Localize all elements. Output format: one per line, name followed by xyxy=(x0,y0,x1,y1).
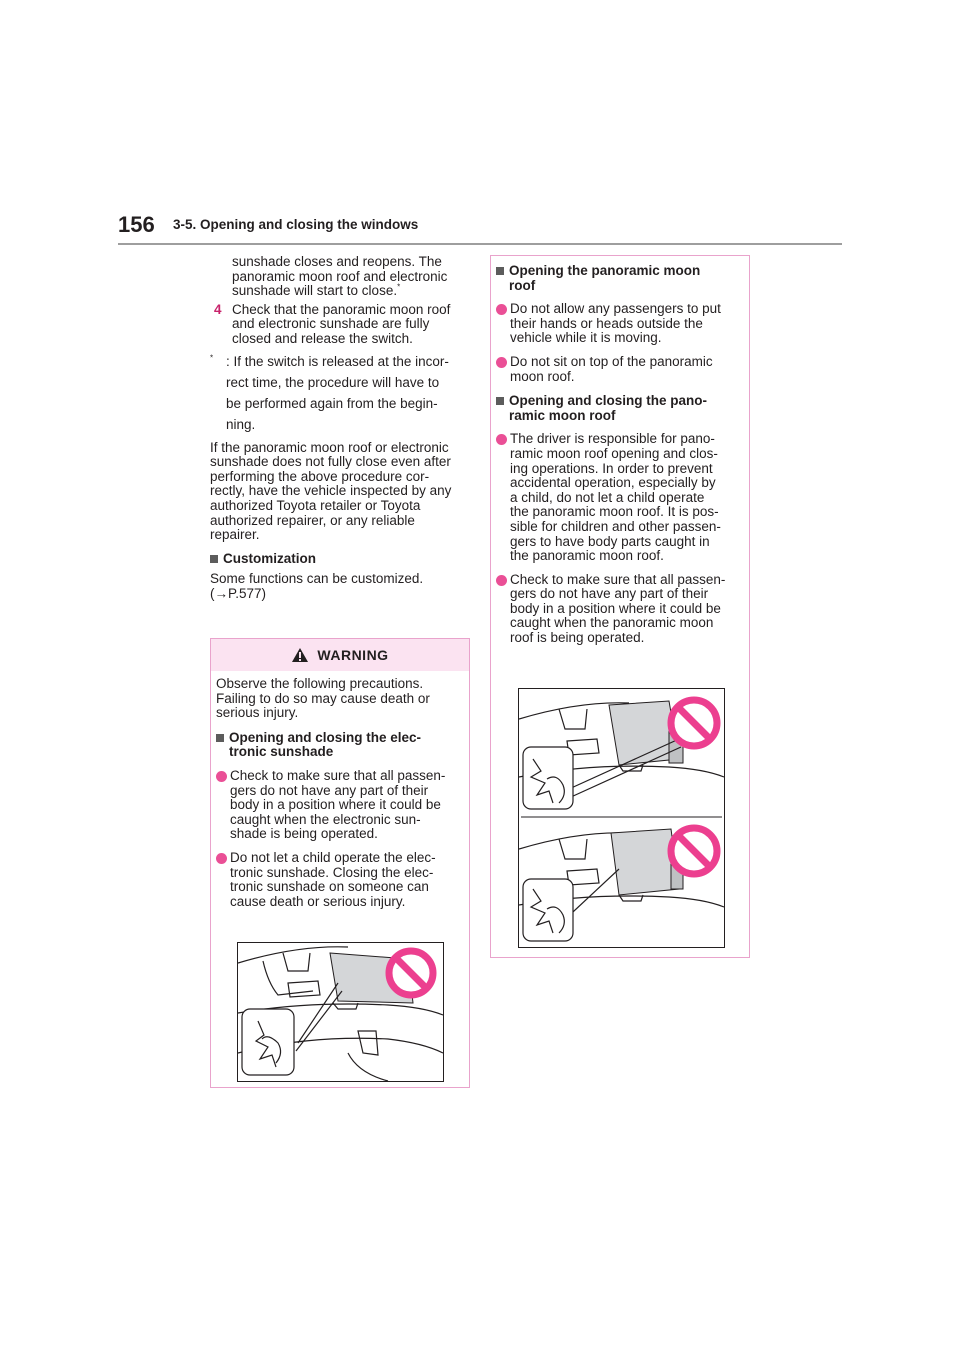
square-bullet-icon xyxy=(216,734,224,742)
step-4: 4 Check that the panoramic moon roof and electronic sunshade are fully closed and release the switch. xyxy=(214,301,451,346)
warning-triangle-icon xyxy=(291,647,309,663)
header-rule xyxy=(118,243,842,245)
circle-bullet-icon xyxy=(496,434,507,445)
moon-roof-bullet-4: Check to make sure that all passen- gers do not have any part of their body in a position where it could be caught when the panoramic moon roof is being operated. xyxy=(496,573,744,646)
moon-roof-bullet-1: Do not allow any passengers to put their hands or heads outside the vehicle while it is moving. xyxy=(496,302,744,346)
moon-roof-bullet-3: The driver is responsible for pano- ramic moon roof opening and clos- ing operations. In order to prevent accidental operation, especially by a child, do not let a child operate the panoramic moon roof. It is pos- sible for children and other passen- gers to have body parts caught in the panoramic moon roof. xyxy=(496,432,744,563)
page-reference-link[interactable]: (→P.577) xyxy=(210,585,267,601)
continued-text: sunshade closes and reopens. The panoramic moon roof and electronic sunshade will start to close.* xyxy=(232,254,448,299)
step-number: 4 xyxy=(214,301,222,317)
reinspection-paragraph: If the panoramic moon roof or electronic sunshade does not fully close even after performing the above procedure cor- rectly, have the vehicle inspected by any authorized Toyota retailer or Toyota authorized repairer, or any reliable repairer. xyxy=(210,439,452,543)
warning-intro: Observe the following precautions. Failing to do so may cause death or serious injury. xyxy=(216,676,430,721)
circle-bullet-icon xyxy=(216,853,227,864)
moon-roof-bullet-2: Do not sit on top of the panoramic moon roof. xyxy=(496,355,744,384)
circle-bullet-icon xyxy=(496,575,507,586)
circle-bullet-icon xyxy=(496,357,507,368)
customization-heading: Customization xyxy=(210,552,472,567)
left-column xyxy=(210,255,472,602)
warning-header xyxy=(211,639,469,671)
square-bullet-icon xyxy=(210,555,218,563)
section-title: 3-5. Opening and closing the windows xyxy=(173,217,419,232)
circle-bullet-icon xyxy=(496,304,507,315)
square-bullet-icon xyxy=(496,267,504,275)
customization-text: Some functions can be customized. (→P.577) xyxy=(210,571,424,601)
square-bullet-icon xyxy=(496,397,504,405)
subheading-opening-moon-roof: Opening the panoramic moon roof xyxy=(496,264,744,293)
circle-bullet-icon xyxy=(216,771,227,782)
warning-bullet-1: Check to make sure that all passen- gers do not have any part of their body in a position where it could be caught when the electronic sun- shade is being operated. xyxy=(216,769,464,842)
moon-roof-hazard-illustration xyxy=(518,688,725,948)
sunshade-hazard-illustration xyxy=(237,942,444,1082)
page-number: 156 xyxy=(118,212,155,237)
footnote: * : If the switch is released at the incor- rect time, the procedure will have to be performed again from the begin- ning. xyxy=(210,353,449,432)
warning-bullet-2: Do not let a child operate the elec- tronic sunshade. Closing the elec- tronic sunshade on someone can cause death or serious injury. xyxy=(216,851,464,909)
subheading-opening-closing-moon-roof: Opening and closing the pano- ramic moon roof xyxy=(496,394,744,423)
warning-title: WARNING xyxy=(317,647,389,663)
warning-subheading-sunshade: Opening and closing the elec- tronic sunshade xyxy=(216,731,464,760)
